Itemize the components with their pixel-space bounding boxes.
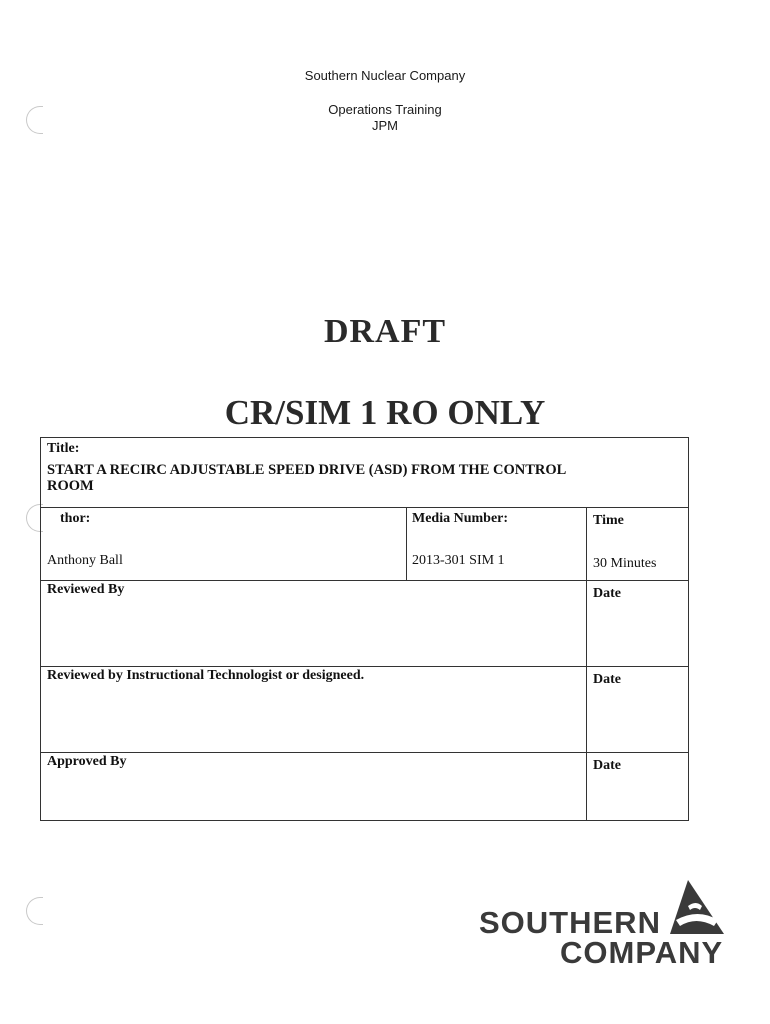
restriction-heading: CR/SIM 1 RO ONLY — [224, 393, 546, 432]
draft-stamp: DRAFT — [323, 313, 447, 350]
time-label: Time — [593, 513, 624, 528]
approval-form-table — [40, 437, 689, 821]
approved-date-label: Date — [593, 758, 621, 773]
approved-by-label: Approved By — [47, 754, 127, 769]
logo-text-line1: SOUTHERN — [479, 905, 661, 940]
department-name: Operations Training — [328, 102, 442, 117]
company-name: Southern Nuclear Company — [304, 68, 466, 83]
document-type: JPM — [372, 118, 398, 133]
logo-text-line2: COMPANY — [560, 935, 724, 970]
reviewed-by-label: Reviewed By — [47, 582, 125, 597]
it-review-date-label: Date — [593, 672, 621, 687]
title-label: Title: — [47, 441, 80, 456]
reviewed-date-label: Date — [593, 586, 621, 601]
media-number-value: 2013-301 SIM 1 — [412, 553, 505, 568]
author-value: Anthony Ball — [47, 553, 123, 568]
media-number-label: Media Number: — [412, 511, 509, 526]
title-text-line1: START A RECIRC ADJUSTABLE SPEED DRIVE (ASD) FROM THE CONTROL — [47, 462, 567, 478]
author-label: thor: — [60, 511, 91, 526]
it-review-label: Reviewed by Instructional Technologist or designeed. — [47, 668, 365, 683]
time-value: 30 Minutes — [593, 556, 657, 571]
title-text-line2: ROOM — [47, 478, 94, 494]
punch-hole-mark — [26, 897, 43, 925]
southern-company-triangle-logo-icon — [668, 876, 726, 938]
